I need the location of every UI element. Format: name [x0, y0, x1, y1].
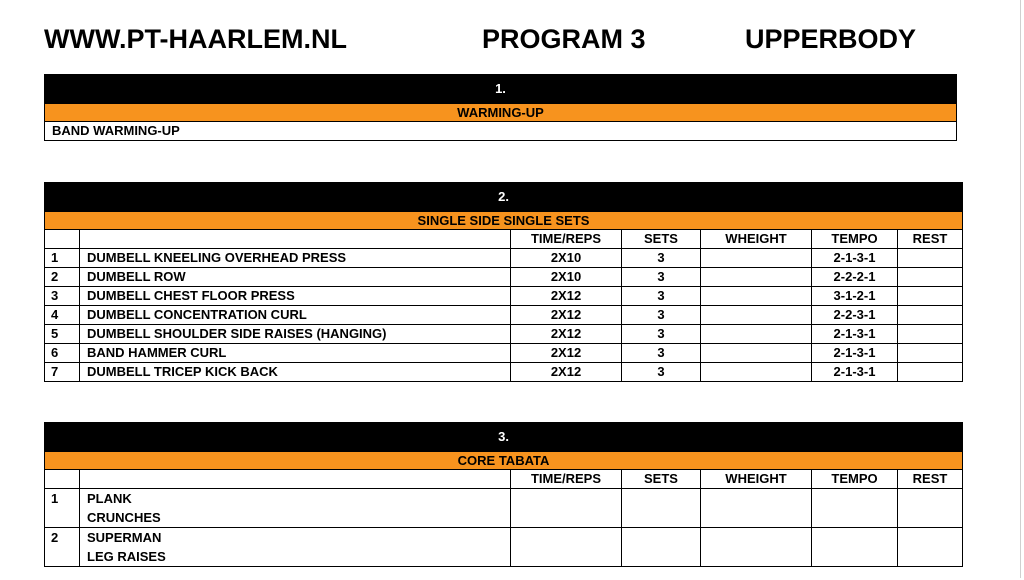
sets: 3	[622, 325, 701, 344]
tempo: 3-1-2-1	[812, 287, 898, 306]
exercise-name: BAND WARMING-UP	[45, 122, 957, 141]
rest-cell	[898, 249, 963, 268]
exercise-name: LEG RAISES	[87, 549, 166, 564]
time-reps: 2X10	[511, 249, 622, 268]
rest-cell	[898, 528, 963, 567]
rest-cell	[898, 489, 963, 528]
exercise-name: DUMBELL CONCENTRATION CURL	[80, 306, 511, 325]
exercise-name: DUMBELL KNEELING OVERHEAD PRESS	[80, 249, 511, 268]
time-reps: 2X12	[511, 325, 622, 344]
tempo: 2-2-3-1	[812, 306, 898, 325]
time-reps-cell	[511, 528, 622, 567]
weight-cell	[701, 306, 812, 325]
focus-title: UPPERBODY	[745, 24, 917, 54]
header-tempo: TEMPO	[812, 470, 898, 489]
tempo-cell	[812, 489, 898, 528]
section-number: 2.	[45, 183, 963, 212]
table-row	[45, 268, 963, 287]
time-reps: 2X12	[511, 306, 622, 325]
weight-cell	[701, 268, 812, 287]
row-number: 3	[45, 287, 80, 306]
section-number-bar	[45, 423, 963, 452]
rest-cell	[898, 268, 963, 287]
row-number: 4	[45, 306, 80, 325]
section-number-bar	[45, 75, 957, 104]
column-header-row	[45, 470, 963, 489]
exercise-name: CRUNCHES	[87, 510, 161, 525]
exercise-name: DUMBELL ROW	[80, 268, 511, 287]
table-row	[45, 528, 963, 567]
page-header	[44, 24, 954, 58]
section-title-bar	[45, 104, 957, 122]
row-number: 6	[45, 344, 80, 363]
weight-cell	[701, 528, 812, 567]
row-number: 2	[45, 268, 80, 287]
header-tempo: TEMPO	[812, 230, 898, 249]
rest-cell	[898, 306, 963, 325]
section-title-bar	[45, 452, 963, 470]
header-rest: REST	[898, 470, 963, 489]
header-blank	[45, 470, 80, 489]
section-number-bar	[45, 183, 963, 212]
column-header-row	[45, 230, 963, 249]
exercise-name: DUMBELL SHOULDER SIDE RAISES (HANGING)	[80, 325, 511, 344]
program-title: PROGRAM 3	[482, 24, 646, 54]
time-reps: 2X12	[511, 344, 622, 363]
table-row	[45, 325, 963, 344]
header-time-reps: TIME/REPS	[511, 230, 622, 249]
time-reps-cell	[511, 489, 622, 528]
row-number: 1	[45, 249, 80, 268]
table-row	[45, 122, 957, 141]
tempo: 2-1-3-1	[812, 363, 898, 382]
tempo: 2-2-2-1	[812, 268, 898, 287]
core-tabata-table	[44, 422, 963, 567]
time-reps: 2X10	[511, 268, 622, 287]
section-title: WARMING-UP	[45, 104, 957, 122]
header-sets: SETS	[622, 470, 701, 489]
header-blank	[45, 230, 80, 249]
exercise-name: DUMBELL CHEST FLOOR PRESS	[80, 287, 511, 306]
sets: 3	[622, 306, 701, 325]
rest-cell	[898, 287, 963, 306]
table-row	[45, 363, 963, 382]
exercise-name: SUPERMAN	[87, 530, 162, 545]
weight-cell	[701, 287, 812, 306]
weight-cell	[701, 489, 812, 528]
row-number: 1	[45, 489, 80, 528]
weight-cell	[701, 325, 812, 344]
header-weight: WHEIGHT	[701, 470, 812, 489]
time-reps: 2X12	[511, 363, 622, 382]
header-sets: SETS	[622, 230, 701, 249]
row-number: 2	[45, 528, 80, 567]
sets: 3	[622, 287, 701, 306]
section-number: 3.	[45, 423, 963, 452]
rest-cell	[898, 363, 963, 382]
section-number: 1.	[45, 75, 957, 104]
site-title: WWW.PT-HAARLEM.NL	[44, 24, 347, 54]
weight-cell	[701, 249, 812, 268]
header-blank	[80, 470, 511, 489]
tempo: 2-1-3-1	[812, 249, 898, 268]
header-weight: WHEIGHT	[701, 230, 812, 249]
warmup-table	[44, 74, 957, 141]
single-sets-table	[44, 182, 963, 382]
header-rest: REST	[898, 230, 963, 249]
table-row	[45, 249, 963, 268]
tempo: 2-1-3-1	[812, 325, 898, 344]
weight-cell	[701, 363, 812, 382]
weight-cell	[701, 344, 812, 363]
table-row	[45, 344, 963, 363]
exercise-name: BAND HAMMER CURL	[80, 344, 511, 363]
tempo-cell	[812, 528, 898, 567]
header-time-reps: TIME/REPS	[511, 470, 622, 489]
sets: 3	[622, 344, 701, 363]
tempo: 2-1-3-1	[812, 344, 898, 363]
section-title: SINGLE SIDE SINGLE SETS	[45, 212, 963, 230]
exercise-pair	[80, 489, 511, 528]
exercise-pair	[80, 528, 511, 567]
section-title-bar	[45, 212, 963, 230]
header-blank	[80, 230, 511, 249]
sets-cell	[622, 489, 701, 528]
exercise-name: PLANK	[87, 491, 132, 506]
rest-cell	[898, 325, 963, 344]
table-row	[45, 306, 963, 325]
exercise-name: DUMBELL TRICEP KICK BACK	[80, 363, 511, 382]
sets: 3	[622, 249, 701, 268]
rest-cell	[898, 344, 963, 363]
table-row	[45, 489, 963, 528]
sets: 3	[622, 363, 701, 382]
row-number: 7	[45, 363, 80, 382]
sets: 3	[622, 268, 701, 287]
section-title: CORE TABATA	[45, 452, 963, 470]
row-number: 5	[45, 325, 80, 344]
table-row	[45, 287, 963, 306]
time-reps: 2X12	[511, 287, 622, 306]
sets-cell	[622, 528, 701, 567]
